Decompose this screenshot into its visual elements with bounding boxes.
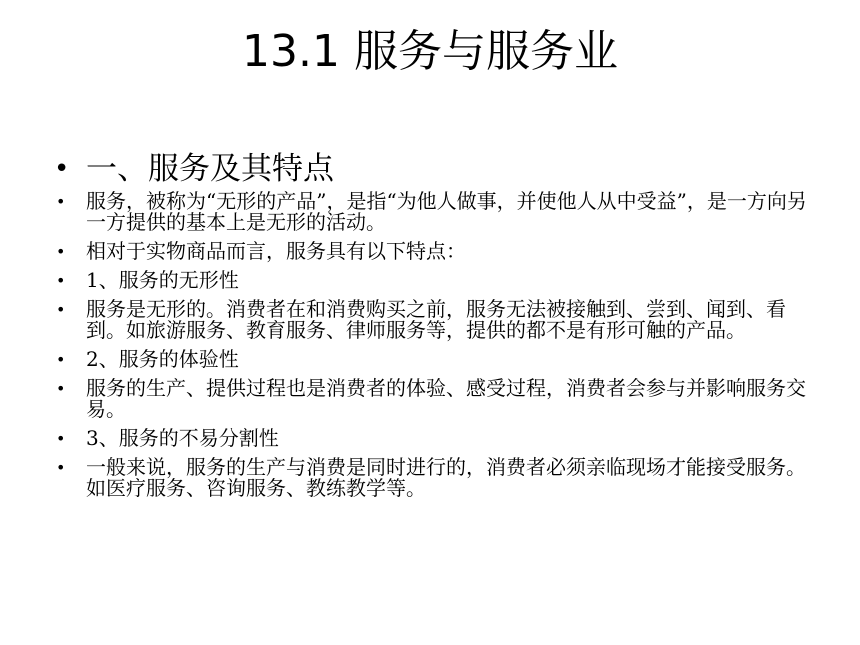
bullet-item (50, 349, 825, 370)
bullet-item (50, 191, 825, 233)
bullet-text: 服务是无形的。消费者在和消费购买之前，服务无法被接触到、尝到、闻到、看到。如旅游服务、教育服务、律师服务等，提供的都不是有形可触的产品。 (86, 297, 786, 342)
slide-title: 13.1 服务与服务业 (242, 26, 618, 77)
bullet-icon: • (56, 242, 66, 261)
bullet-icon: • (54, 154, 70, 184)
bullet-text: 一、服务及其特点 (86, 151, 334, 187)
bullet-text: 3、服务的不易分割性 (86, 426, 279, 450)
bullet-list (50, 150, 825, 507)
bullet-icon: • (56, 379, 66, 398)
bullet-icon: • (56, 271, 66, 290)
bullet-item (50, 428, 825, 449)
bullet-item (50, 378, 825, 420)
bullet-icon: • (56, 429, 66, 448)
bullet-icon: • (56, 300, 66, 319)
bullet-item (50, 270, 825, 291)
bullet-item-heading (50, 150, 825, 188)
bullet-text: 1、服务的无形性 (86, 268, 239, 292)
bullet-text: 2、服务的体验性 (86, 347, 239, 371)
bullet-icon: • (56, 458, 66, 477)
bullet-text: 一般来说，服务的生产与消费是同时进行的，消费者必须亲临现场才能接受服务。如医疗服务、咨询服务、教练教学等。 (86, 455, 806, 500)
bullet-text: 相对于实物商品而言，服务具有以下特点： (86, 239, 466, 263)
bullet-item (50, 241, 825, 262)
bullet-item (50, 457, 825, 499)
bullet-item (50, 299, 825, 341)
bullet-text: 服务，被称为“无形的产品”，是指“为他人做事，并使他人从中受益”，是一方向另一方提供的基本上是无形的活动。 (86, 189, 807, 234)
bullet-icon: • (56, 192, 66, 211)
bullet-icon: • (56, 350, 66, 369)
bullet-text: 服务的生产、提供过程也是消费者的体验、感受过程，消费者会参与并影响服务交易。 (86, 376, 806, 421)
